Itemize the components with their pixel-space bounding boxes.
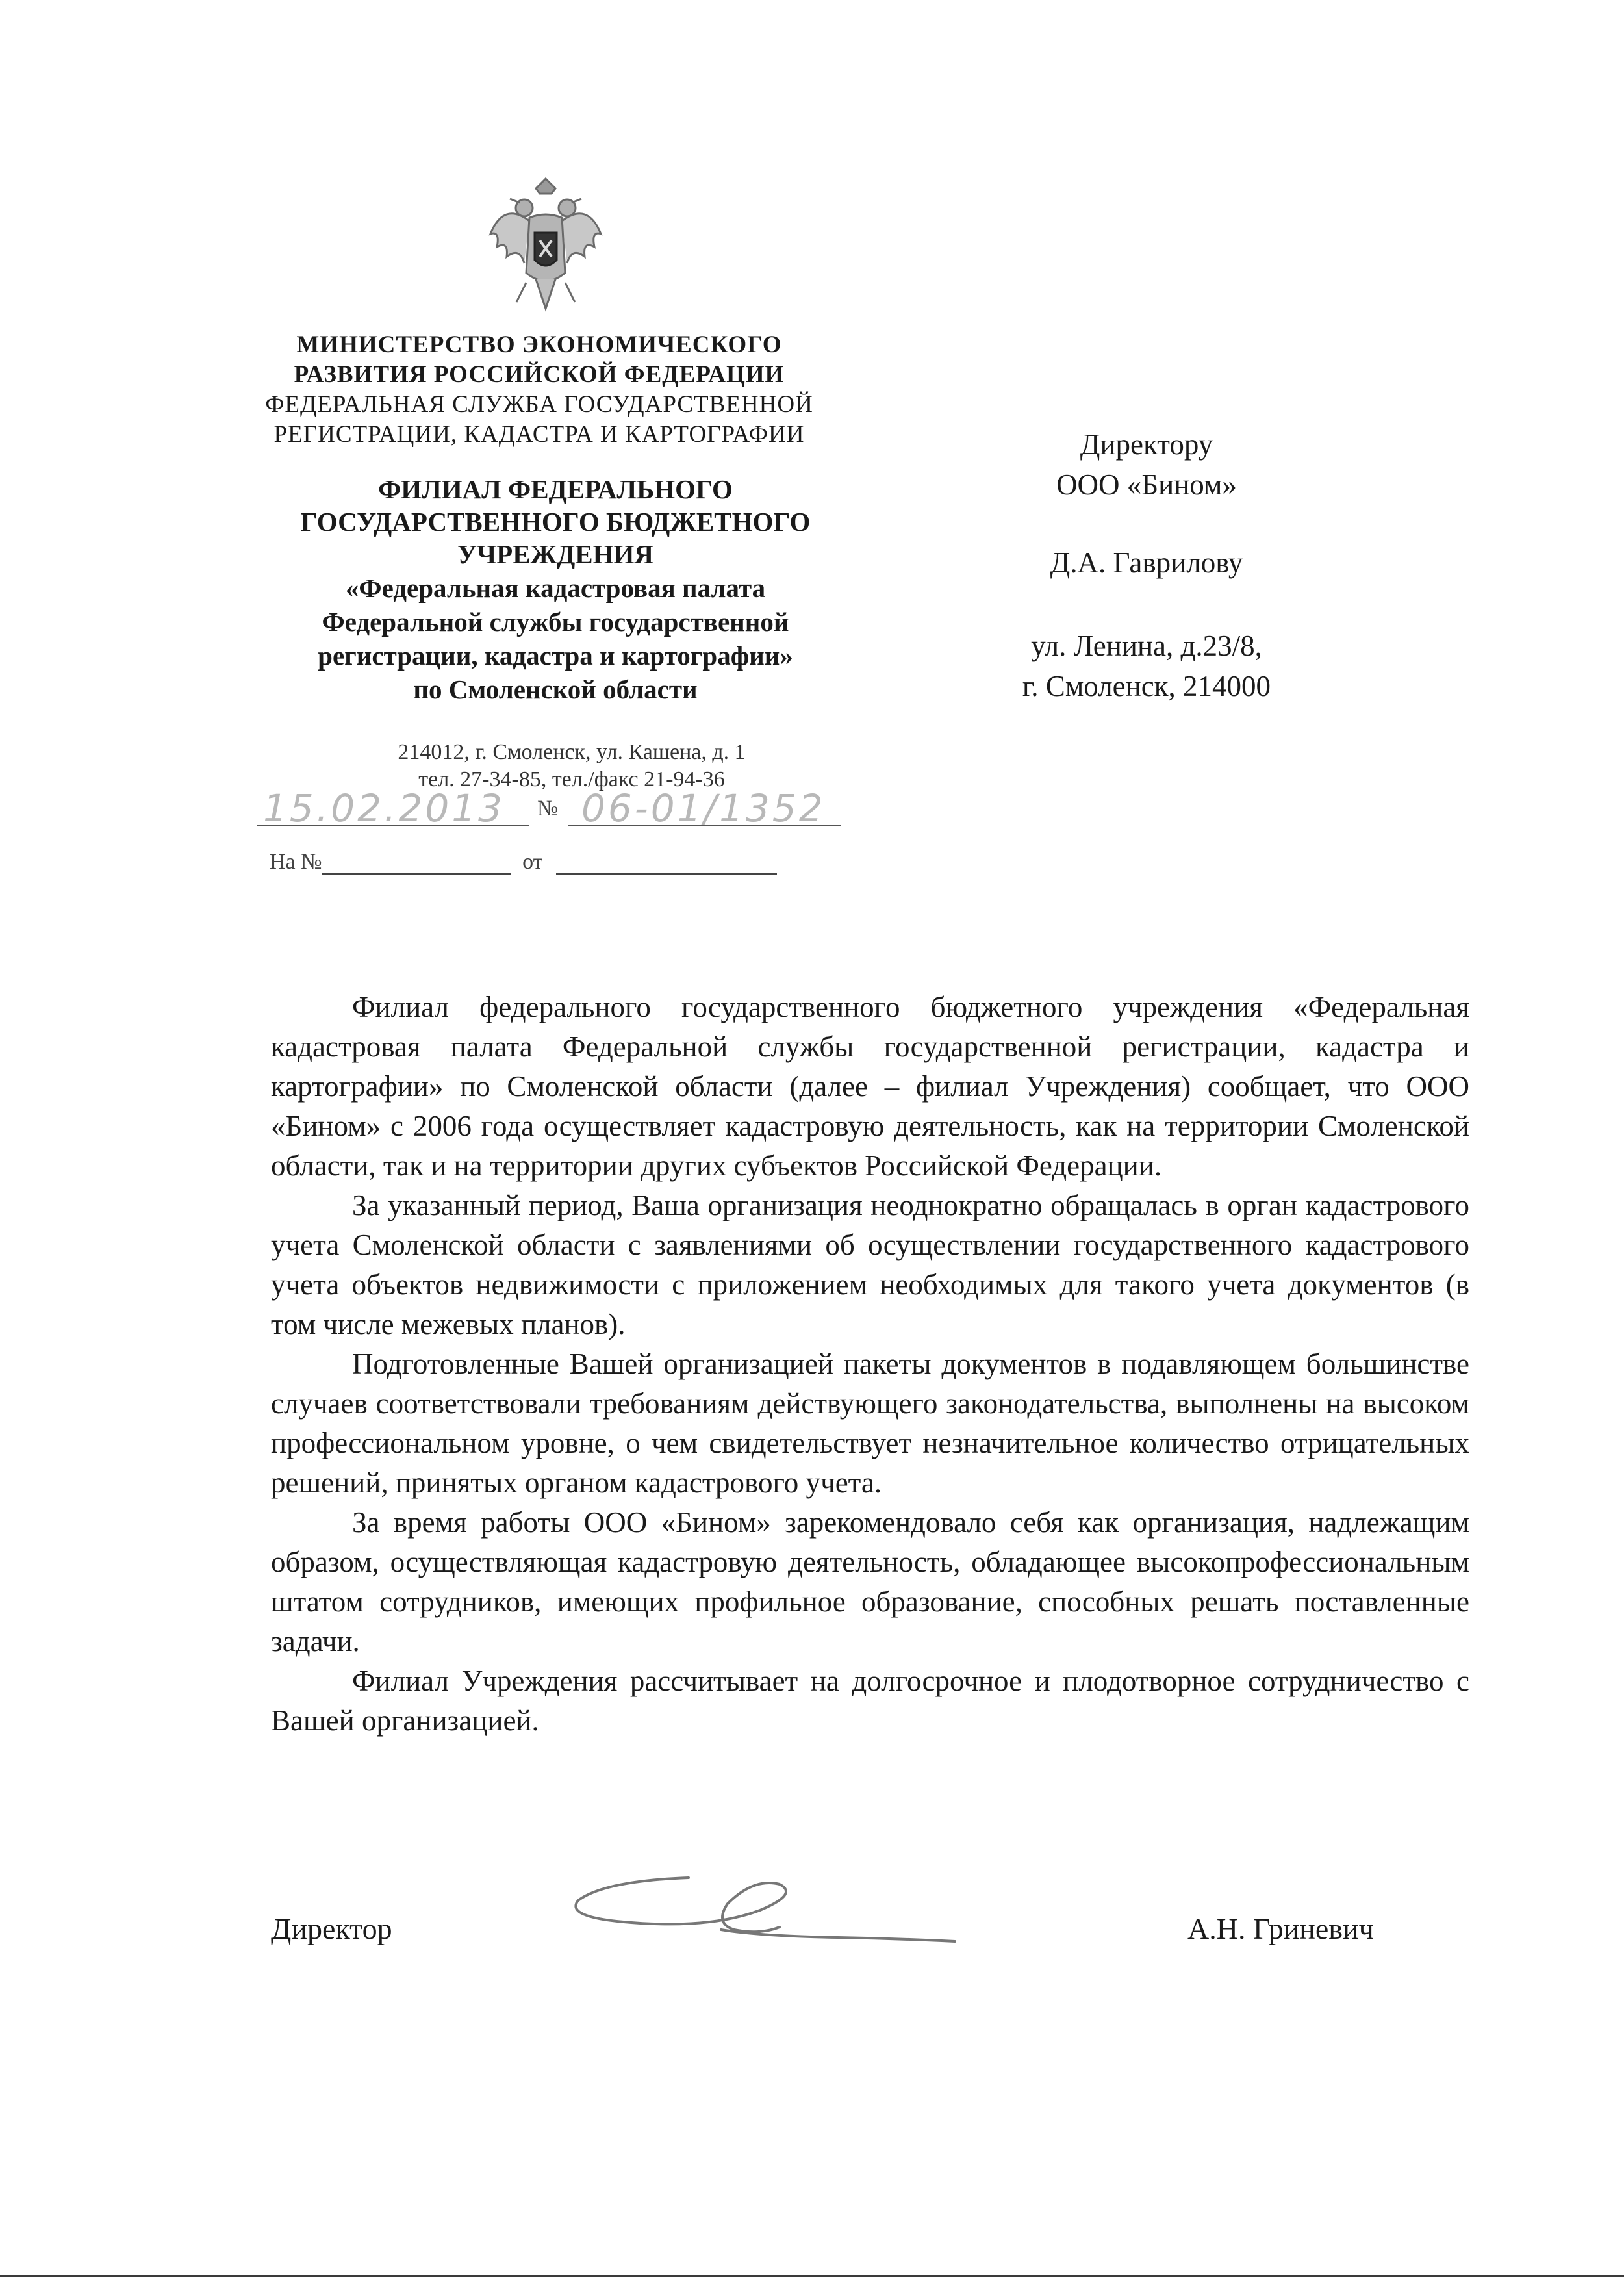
branch-name-line-2: ГОСУДАРСТВЕННОГО БЮДЖЕТНОГО [300,507,811,537]
scan-bottom-edge [0,2275,1624,2277]
recipient-name: Д.А. Гаврилову [1050,546,1243,579]
signatory-name: А.Н. Гриневич [1187,1912,1374,1945]
branch-name-line-1: ФИЛИАЛ ФЕДЕРАЛЬНОГО [378,474,733,504]
sender-phones: тел. 27-34-85, тел./факс 21-94-36 [418,767,725,791]
recipient-title: Директору [1080,428,1213,461]
handwritten-signature-icon [565,1865,968,1962]
service-name-line-1: ФЕДЕРАЛЬНАЯ СЛУЖБА ГОСУДАРСТВЕННОЙ [265,391,813,418]
ref-no-label: На № [270,850,322,874]
ministry-name-line-2: РАЗВИТИЯ РОССИЙСКОЙ ФЕДЕРАЦИИ [294,361,785,388]
letter-body [271,988,1469,1741]
reg-number: 06-01/1352 [581,786,826,830]
coat-of-arms-emblem-icon [484,175,607,325]
branch-name-line-3: УЧРЕЖДЕНИЯ [457,539,654,569]
signatory-role: Директор [271,1912,392,1945]
sender-address: 214012, г. Смоленск, ул. Кашена, д. 1 [398,740,746,764]
recipient-city: г. Смоленск, 214000 [1022,670,1271,702]
reg-date: 15.02.2013 [263,786,505,830]
branch-name-line-7: по Смоленской области [413,674,698,704]
body-paragraph-3: Подготовленные Вашей организацией пакеты документов в подавляющем большинстве случаев соответствовали требованиям действующего законодательства, выполнены на высоком профессиональном уровне, о чем свидетельствует незначительное количество отрицательных решений, принятых органом кадастрового учета. [271,1348,1469,1499]
branch-name-line-6: регистрации, кадастра и картографии» [318,641,793,671]
body-paragraph-4: За время работы ООО «Бином» зарекомендовало себя как организация, надлежащим образом, осуществляющая кадастровую деятельность, обладающее высокопрофессиональным штатом сотрудников, имеющих профильное образование, способных решать поставленные задачи. [271,1506,1469,1657]
ref-from-blank [556,852,777,875]
recipient-street: ул. Ленина, д.23/8, [1031,630,1262,662]
reference-line [270,850,777,875]
branch-name-line-4: «Федеральная кадастровая палата [345,573,766,603]
body-paragraph-1: Филиал федерального государственного бюджетного учреждения «Федеральная кадастровая палата Федеральной службы государственной регистрации, кадастра и картографии» по Смоленской области (далее – филиал Учреждения) сообщает, что ООО «Бином» с 2006 года осуществляет кадастровую деятельность, как на территории Смоленской области, так и на территории других субъектов Российской Федерации. [271,991,1469,1182]
branch-name-line-5: Федеральной службы государственной [322,607,789,637]
ref-from-label: от [522,850,543,874]
body-paragraph-5: Филиал Учреждения рассчитывает на долгосрочное и плодотворное сотрудничество с Вашей организацией. [271,1665,1469,1737]
service-name-line-2: РЕГИСТРАЦИИ, КАДАСТРА И КАРТОГРАФИИ [273,421,805,448]
ref-no-blank [322,852,511,875]
reg-no-label: № [537,797,559,821]
recipient-company: ООО «Бином» [1056,468,1237,501]
body-paragraph-2: За указанный период, Ваша организация неоднократно обращалась в орган кадастрового учета Смоленской области с заявлениями об осуществлении государственного кадастрового учета объектов недвижимости с приложением необходимых для такого учета документов (в том числе межевых планов). [271,1189,1469,1340]
registration-line [257,786,841,830]
ministry-name-line-1: МИНИСТЕРСТВО ЭКОНОМИЧЕСКОГО [296,331,782,358]
